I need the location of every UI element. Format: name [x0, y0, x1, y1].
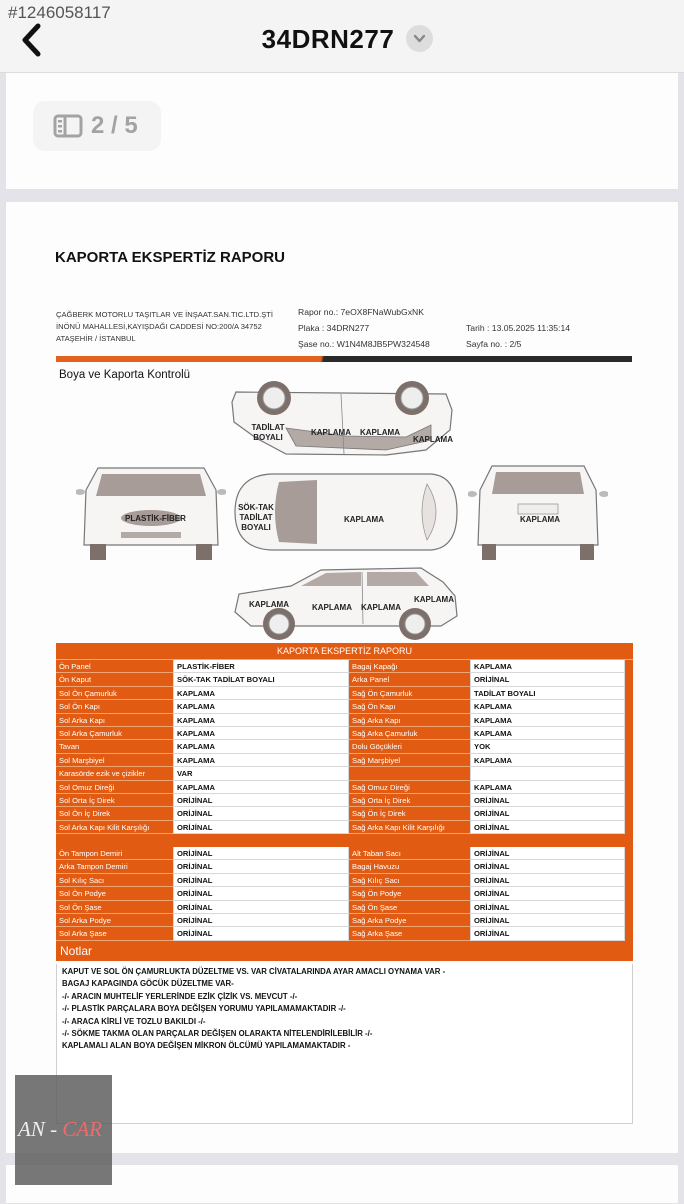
diagram-label: TADİLAT BOYALI — [251, 423, 285, 442]
right-part-label: Bagaj Kapağı — [349, 660, 470, 673]
company-line: ÇAĞBERK MOTORLU TAŞITLAR VE İNŞAAT.SAN.TIC.LTD.ŞTİ — [56, 310, 274, 319]
left-part-label: Sol Ön İç Direk — [56, 807, 173, 820]
left-part-status: VAR — [173, 767, 349, 780]
section-title: Boya ve Kaporta Kontrolü — [59, 369, 191, 381]
right-part-status: ORİJİNAL — [470, 874, 625, 887]
report-page — [5, 201, 679, 1154]
left-part-status: ORİJİNAL — [173, 927, 349, 940]
table-row — [56, 727, 633, 740]
left-part-status: KAPLAMA — [173, 781, 349, 794]
diagram-label: KAPLAMA — [312, 603, 352, 612]
left-part-label: Sol Ön Podye — [56, 887, 173, 900]
right-part-status: KAPLAMA — [470, 700, 625, 713]
right-part-label: Sağ Arka Şase — [349, 927, 470, 940]
diagram-label: KAPLAMA — [249, 600, 289, 609]
left-part-label: Sol Arka Kapı Kilit Karşılığı — [56, 821, 173, 834]
note-line: -/- ARACA KİRLİ VE TOZLU BAKILDI -/- — [62, 1016, 206, 1026]
left-part-status: ORİJİNAL — [173, 807, 349, 820]
right-part-status: ORİJİNAL — [470, 821, 625, 834]
sidebar-icon — [53, 114, 83, 138]
car-side-flipped-icon — [226, 380, 456, 460]
watermark-text — [18, 1117, 102, 1142]
diagram-label: KAPLAMA — [520, 515, 560, 524]
top-bar — [0, 0, 684, 73]
left-part-status: ORİJİNAL — [173, 901, 349, 914]
left-part-label: Karasörde ezik ve çizikler — [56, 767, 173, 780]
left-part-label: Sol Arka Şase — [56, 927, 173, 940]
left-part-status: PLASTİK-FİBER — [173, 660, 349, 673]
table-row — [56, 901, 633, 914]
left-part-label: Arka Tampon Demiri — [56, 860, 173, 873]
table-spacer — [56, 834, 633, 847]
listing-id: #1246058117 — [8, 3, 111, 22]
right-part-label: Sağ Orta İç Direk — [349, 794, 470, 807]
table-row — [56, 887, 633, 900]
left-part-label: Ön Panel — [56, 660, 173, 673]
diagram-label: KAPLAMA — [311, 428, 351, 437]
header-band — [56, 356, 632, 362]
right-part-status: ORİJİNAL — [470, 807, 625, 820]
watermark-part2: CAR — [62, 1117, 102, 1141]
left-part-status: ORİJİNAL — [173, 821, 349, 834]
note-line: -/- PLASTİK PARÇALARA BOYA DEĞİŞEN YORUMU YAPILAMAMAKTADIR -/- — [62, 1004, 346, 1014]
table-row — [56, 794, 633, 807]
table-row — [56, 767, 633, 780]
left-part-label: Ön Kaput — [56, 673, 173, 686]
right-part-status: ORİJİNAL — [470, 887, 625, 900]
right-part-status: KAPLAMA — [470, 754, 625, 767]
left-part-label: Sol Ön Şase — [56, 901, 173, 914]
table-row — [56, 847, 633, 860]
right-part-label: Arka Panel — [349, 673, 470, 686]
table-section-body — [56, 660, 633, 834]
table-row — [56, 874, 633, 887]
right-part-status — [470, 767, 625, 780]
diagram-label: KAPLAMA — [344, 515, 384, 524]
page-indicator-label: 2 / 5 — [91, 112, 138, 139]
right-part-status: ORİJİNAL — [470, 673, 625, 686]
right-part-label: Sağ Ön Çamurluk — [349, 687, 470, 700]
page-indicator[interactable] — [33, 101, 161, 151]
car-front-icon — [76, 460, 226, 565]
left-part-label: Ön Tampon Demiri — [56, 847, 173, 860]
right-part-label: Sağ Arka Kapı — [349, 714, 470, 727]
right-part-label: Sağ Marşbiyel — [349, 754, 470, 767]
table-row — [56, 914, 633, 927]
left-part-label: Sol Arka Çamurluk — [56, 727, 173, 740]
left-part-label: Sol Omuz Direği — [56, 781, 173, 794]
table-row — [56, 807, 633, 820]
diagram-label: KAPLAMA — [414, 595, 454, 604]
left-part-status: ORİJİNAL — [173, 794, 349, 807]
watermark-part1: AN - — [18, 1117, 63, 1141]
note-line: BAGAJ KAPAGINDA GÖCÜK DÜZELTME VAR- — [62, 979, 234, 989]
company-line: İNÖNÜ MAHALLESİ,KAYIŞDAĞI CADDESİ NO:200/A 34752 — [56, 322, 262, 331]
car-diagram — [66, 380, 626, 642]
right-part-status: ORİJİNAL — [470, 847, 625, 860]
table-row — [56, 781, 633, 794]
left-part-label: Sol Kılıç Sacı — [56, 874, 173, 887]
right-part-status: TADİLAT BOYALI — [470, 687, 625, 700]
right-part-label: Alt Taban Sacı — [349, 847, 470, 860]
right-part-status: KAPLAMA — [470, 714, 625, 727]
left-part-status: KAPLAMA — [173, 727, 349, 740]
left-part-status: ORİJİNAL — [173, 874, 349, 887]
right-part-status: ORİJİNAL — [470, 860, 625, 873]
right-part-label: Sağ Ön Kapı — [349, 700, 470, 713]
left-part-status: ORİJİNAL — [173, 847, 349, 860]
right-part-label: Sağ Ön Şase — [349, 901, 470, 914]
company-address — [56, 309, 273, 345]
left-part-status: KAPLAMA — [173, 714, 349, 727]
right-part-status: KAPLAMA — [470, 781, 625, 794]
left-part-status: KAPLAMA — [173, 700, 349, 713]
right-part-label: Sağ Ön İç Direk — [349, 807, 470, 820]
report-date: Tarih : 13.05.2025 11:35:14 — [466, 323, 571, 333]
an-car-watermark — [15, 1075, 112, 1185]
right-part-label: Sağ Ön Podye — [349, 887, 470, 900]
notes-title: Notlar — [60, 943, 93, 958]
table-row — [56, 660, 633, 673]
table-row — [56, 740, 633, 753]
report-number: Rapor no.: 7eOX8FNaWubGxNK — [298, 307, 424, 317]
right-part-label: Sağ Omuz Direği — [349, 781, 470, 794]
diagram-label: KAPLAMA — [361, 603, 401, 612]
previous-page-card — [5, 60, 679, 190]
table-row — [56, 687, 633, 700]
company-line: ATAŞEHİR / İSTANBUL — [56, 334, 136, 343]
table-title: KAPORTA EKSPERTİZ RAPORU — [56, 643, 633, 660]
right-part-label: Sağ Kılıç Sacı — [349, 874, 470, 887]
diagram-label: SÖK-TAK TADİLAT BOYALI — [238, 503, 274, 532]
notes-body — [56, 964, 633, 1124]
right-part-status: ORİJİNAL — [470, 794, 625, 807]
note-line: KAPUT VE SOL ÖN ÇAMURLUKTA DÜZELTME VS. VAR CİVATALARINDA AYAR AMACLI OYNAMA VAR - — [62, 967, 446, 976]
diagram-label: KAPLAMA — [413, 435, 453, 444]
left-part-label: Sol Marşbiyel — [56, 754, 173, 767]
right-part-status: ORİJİNAL — [470, 901, 625, 914]
left-part-status: SÖK-TAK TADİLAT BOYALI — [173, 673, 349, 686]
table-row — [56, 860, 633, 873]
plate: Plaka : 34DRN277 — [298, 323, 370, 333]
note-line: -/- SÖKME TAKMA OLAN PARÇALAR DEĞİŞEN OLARAKTA NİTELENDİRİLEBİLİR -/- — [62, 1029, 373, 1039]
right-part-label: Bagaj Havuzu — [349, 860, 470, 873]
right-part-label: Sağ Arka Podye — [349, 914, 470, 927]
right-part-status: ORİJİNAL — [470, 927, 625, 940]
diagram-label: KAPLAMA — [360, 428, 400, 437]
right-part-status: KAPLAMA — [470, 660, 625, 673]
left-part-status: ORİJİNAL — [173, 914, 349, 927]
car-rear-icon — [468, 460, 608, 565]
note-line: KAPLAMALI ALAN BOYA DEĞİŞEN MİKRON ÖLCÜMÜ YAPILAMAMAKTADIR - — [62, 1041, 351, 1051]
left-part-status: KAPLAMA — [173, 740, 349, 753]
table-row — [56, 673, 633, 686]
table-row — [56, 927, 633, 940]
report-title: KAPORTA EKSPERTİZ RAPORU — [55, 249, 286, 266]
inspection-table — [56, 643, 633, 961]
table-row — [56, 821, 633, 834]
right-part-label: Sağ Arka Çamurluk — [349, 727, 470, 740]
right-part-label — [349, 767, 470, 780]
page-number: Sayfa no. : 2/5 — [466, 339, 522, 349]
diagram-label: PLASTİK-FİBER — [125, 514, 186, 523]
left-part-label: Sol Arka Kapı — [56, 714, 173, 727]
left-part-label: Sol Orta İç Direk — [56, 794, 173, 807]
chassis-number: Şase no.: W1N4M8JB5PW324548 — [298, 339, 430, 349]
title-dropdown-button[interactable] — [406, 25, 433, 52]
left-part-label: Sol Arka Podye — [56, 914, 173, 927]
table-row — [56, 714, 633, 727]
left-part-label: Sol Ön Kapı — [56, 700, 173, 713]
left-part-status: KAPLAMA — [173, 754, 349, 767]
chevron-down-icon — [406, 25, 433, 52]
note-line: -/- ARACIN MUHTELİF YERLERİNDE EZİK ÇİZİK VS. MEVCUT -/- — [62, 991, 298, 1001]
left-part-label: Tavan — [56, 740, 173, 753]
table-section-chassis — [56, 847, 633, 941]
right-part-label: Dolu Göçükleri — [349, 740, 470, 753]
table-row — [56, 700, 633, 713]
table-row — [56, 754, 633, 767]
right-part-status: KAPLAMA — [470, 727, 625, 740]
left-part-status: KAPLAMA — [173, 687, 349, 700]
left-part-status: ORİJİNAL — [173, 887, 349, 900]
page-title: 34DRN277 — [261, 24, 395, 54]
right-part-label: Sağ Arka Kapı Kilit Karşılığı — [349, 821, 470, 834]
left-part-status: ORİJİNAL — [173, 860, 349, 873]
right-part-status: YOK — [470, 740, 625, 753]
right-part-status: ORİJİNAL — [470, 914, 625, 927]
left-part-label: Sol Ön Çamurluk — [56, 687, 173, 700]
